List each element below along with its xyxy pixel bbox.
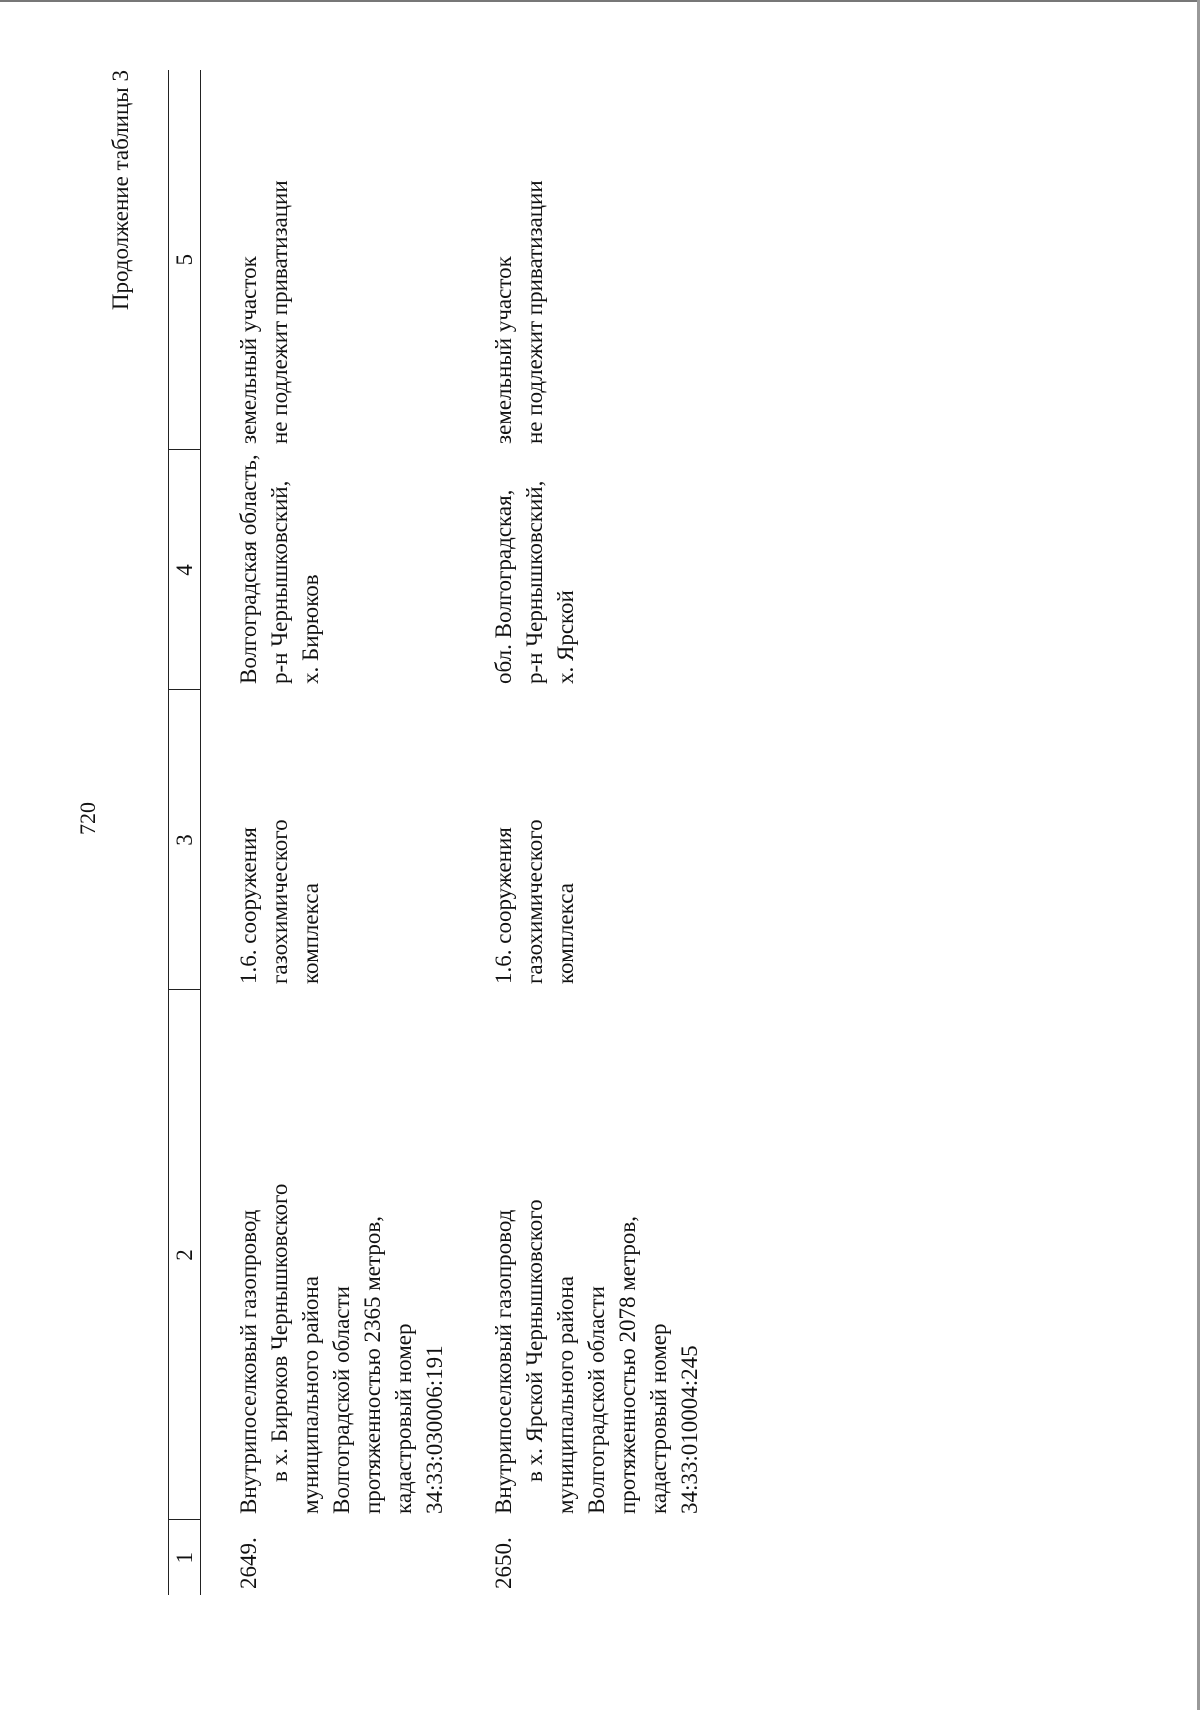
- note-cell: [201, 70, 451, 450]
- note-line: не подлежит приватизации: [522, 180, 547, 444]
- address-line: х. Бирюков: [298, 574, 323, 684]
- page-number: 720: [75, 802, 100, 835]
- category-line: газохимического: [522, 819, 547, 984]
- object-name-line: 34:33:010004:245: [677, 1345, 702, 1514]
- object-name-line: 34:33:030006:191: [422, 1345, 447, 1514]
- object-name-line: кадастровый номер: [646, 1323, 671, 1514]
- object-name-line: протяженностью 2078 метров,: [615, 1216, 640, 1514]
- address-line: р-н Чернышковский,: [267, 480, 292, 684]
- note-cell: [450, 70, 705, 450]
- object-name-line: кадастровый номер: [391, 1323, 416, 1514]
- address-cell: [450, 450, 705, 690]
- table-continuation-caption: Продолжение таблицы 3: [108, 70, 133, 311]
- property-table: [168, 70, 705, 1595]
- category-line: комплекса: [298, 883, 323, 984]
- object-name-cell: [450, 990, 705, 1520]
- address-cell: [201, 450, 451, 690]
- object-name-line: муниципального района: [553, 1276, 578, 1514]
- category-cell: [201, 690, 451, 990]
- table-header-row: [169, 70, 201, 1595]
- note-line: не подлежит приватизации: [267, 180, 292, 444]
- category-line: 1.6. сооружения: [491, 827, 516, 984]
- address-line: х. Ярской: [553, 590, 578, 684]
- object-name-line: Волгоградской области: [329, 1286, 354, 1514]
- column-header-2: 2: [169, 990, 201, 1520]
- column-header-4: 4: [169, 450, 201, 690]
- object-name-line: Внутрипоселковый газопровод: [236, 1209, 261, 1514]
- address-line: обл. Волгоградская,: [491, 489, 516, 684]
- category-cell: [450, 690, 705, 990]
- category-line: комплекса: [553, 883, 578, 984]
- category-line: газохимического: [267, 819, 292, 984]
- column-header-1: 1: [169, 1520, 201, 1595]
- note-line: земельный участок: [236, 256, 261, 444]
- object-name-cell: [201, 990, 451, 1520]
- table-row: [450, 70, 705, 1595]
- address-line: р-н Чернышковский,: [522, 480, 547, 684]
- row-number: 2649.: [236, 1537, 261, 1589]
- object-name-line: протяженностью 2365 метров,: [360, 1216, 385, 1514]
- column-header-3: 3: [169, 690, 201, 990]
- column-header-5: 5: [169, 70, 201, 450]
- row-number: 2650.: [491, 1537, 516, 1589]
- object-name-line: Внутрипоселковый газопровод: [491, 1209, 516, 1514]
- object-name-line: в х. Ярской Чернышковского: [522, 1199, 547, 1482]
- category-line: 1.6. сооружения: [236, 827, 261, 984]
- object-name-line: Волгоградской области: [584, 1286, 609, 1514]
- object-name-line: в х. Бирюков Чернышковского: [267, 1183, 292, 1482]
- object-name-line: муниципального района: [298, 1276, 323, 1514]
- note-line: земельный участок: [491, 256, 516, 444]
- table-row: [201, 70, 451, 1595]
- address-line: Волгоградская область,: [236, 454, 261, 684]
